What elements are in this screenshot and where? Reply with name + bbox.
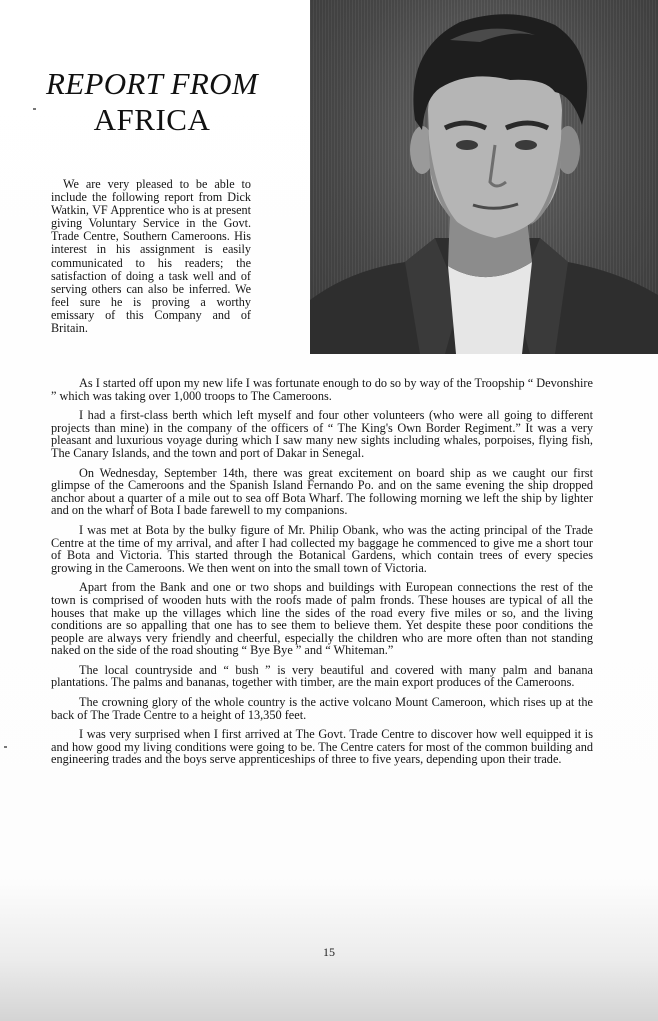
page-number: 15 [323,945,335,959]
body-paragraph: I was very surprised when I first arrived at The Govt. Trade Centre to discover how well equipped it is and how good my living conditions were going to be. The Centre caters for most of the common building and engineering trades and the boys serve apprenticeships of three to five years, depending upon their trade. [51,727,593,767]
article-title [18,66,286,138]
body-paragraph: The local countryside and “ bush ” is very beautiful and covered with many palm and banana plantations. The palms and bananas, together with timber, are the main export produces of the Cameroons. [51,662,593,690]
body-paragraph: I had a first-class berth which left myself and four other volunteers (who were all going to different projects than mine) in the company of the officers of “ The King's Own Border Regiment.” It was a very pleasant and luxurious voyage during which I saw many new sights including whales, porpoises, flying fish, The Canary Islands, and the town and port of Dakar in Senegal. [51,408,593,460]
margin-mark [4,746,7,748]
article-body [51,377,593,773]
margin-mark [33,108,36,110]
body-paragraph: The crowning glory of the whole country is the active volcano Mount Cameroon, which rises up at the back of The Trade Centre to a height of 13,350 feet. [51,695,593,722]
intro-paragraph: We are very pleased to be able to include the following report from Dick Watkin, VF Apprentice who is at present giving Voluntary Service in the Govt. Trade Centre, Southern Cameroons. His interest in his assignment is easily communicated to his readers; the satisfaction of doing a task well and of serving others can also be inferred. We feel sure he is proving a worthy emissary of this Company and of Britain. [51,177,251,336]
body-paragraph: As I started off upon my new life I was fortunate enough to do so by way of the Troopship “ Devonshire ” which was taking over 1,000 troops to The Cameroons. [51,376,593,403]
title-line-2: AFRICA [93,102,211,137]
portrait-photo [310,0,658,354]
body-paragraph: On Wednesday, September 14th, there was great excitement on board ship as we caught our first glimpse of the Cameroons and the Spanish Island Fernando Po. and on the same evening the ship dropped anchor about a quarter of a mile out to sea off Bota Wharf. The following morning we left the ship by lighter and on the wharf of Bota I bade farewell to my companions. [51,465,593,518]
body-paragraph: I was met at Bota by the bulky figure of Mr. Philip Obank, who was the acting principal of the Trade Centre at the time of my arrival, and after I had collected my baggage he commenced to give me a short tour of Bota and Victoria. This started through the Botanical Gardens, which contain trees of every species growing in the Cameroons. We then went on into the small town of Victoria. [51,522,593,575]
title-line-1: REPORT FROM [46,66,258,101]
body-paragraph: Apart from the Bank and one or two shops and buildings with European connections the rest of the town is comprised of wooden huts with the roofs made of palm fronds. These houses are typical of all the houses that make up the villages which line the sides of the road every five miles or so, and the living conditions are so appalling that one has to see them to believe them. Yet despite these poor conditions the people are always very friendly and cheerful, especially the children who are more often than not standing naked on the side of the road shouting “ Bye Bye ” and “ Whiteman.” [51,580,593,658]
